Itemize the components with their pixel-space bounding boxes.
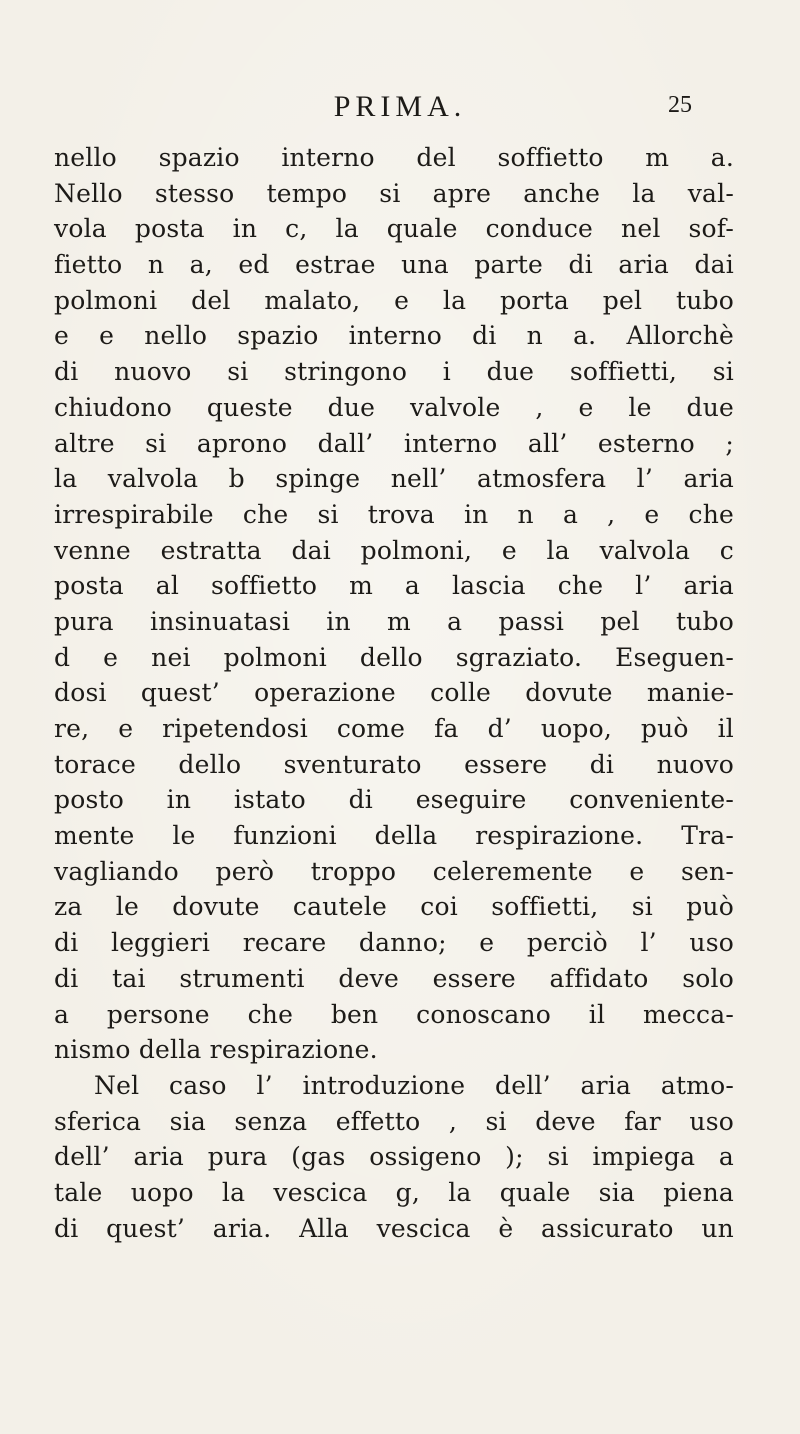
text-line: dosi quest’ operazione colle dovute manie- [54, 678, 734, 708]
text-line: fietto n a, ed estrae una parte di aria dai [54, 250, 734, 280]
text-line: mente le funzioni della respirazione. Tra- [54, 821, 734, 851]
text-line: di tai strumenti deve essere affidato solo [54, 963, 734, 993]
text-line: vagliando però troppo celeremente e sen- [54, 856, 734, 886]
text-line: di nuovo si stringono i due soffietti, si [54, 357, 734, 387]
running-title: PRIMA. [333, 90, 467, 123]
text-line: polmoni del malato, e la porta pel tubo [54, 285, 734, 315]
text-block [54, 140, 734, 1246]
text-line: re, e ripetendosi come fa d’ uopo, può il [54, 714, 734, 743]
text-line: e e nello spazio interno di n a. Allorchè [54, 321, 734, 351]
text-line: vola posta in c, la quale conduce nel sof- [54, 214, 734, 244]
text-line: pura insinuatasi in m a passi pel tubo [54, 606, 734, 636]
text-line: a persone che ben conoscano il mecca- [54, 999, 734, 1029]
text-line: posto in istato di eseguire conveniente- [54, 785, 734, 815]
text-line: za le dovute cautele coi soffietti, si può [54, 892, 734, 922]
text-line: altre si aprono dall’ interno all’ esterno ; [54, 428, 734, 458]
text-line: irrespirabile che si trova in n a , e che [54, 499, 734, 529]
text-line: posta al soffietto m a lascia che l’ aria [54, 571, 734, 601]
text-line: Nel caso l’ introduzione dell’ aria atmo- [94, 1070, 734, 1100]
text-line: nismo della respirazione. [54, 1035, 378, 1065]
text-line: dell’ aria pura (gas ossigeno ); si impiega a [54, 1142, 734, 1172]
text-line: torace dello sventurato essere di nuovo [54, 749, 734, 779]
text-line: Nello stesso tempo si apre anche la val- [54, 178, 734, 208]
text-line: tale uopo la vescica g, la quale sia piena [54, 1177, 734, 1207]
text-line: di quest’ aria. Alla vescica è assicurato un [54, 1213, 734, 1243]
text-line: sferica sia senza effetto , si deve far uso [54, 1106, 734, 1136]
text-line: chiudono queste due valvole , e le due [54, 392, 734, 422]
text-line: venne estratta dai polmoni, e la valvola c [54, 535, 734, 565]
text-line: di leggieri recare danno; e perciò l’ uso [54, 928, 734, 958]
text-line: d e nei polmoni dello sgraziato. Eseguen- [54, 642, 734, 672]
text-line: nello spazio interno del soffietto m a. [54, 143, 734, 172]
page-number: 25 [668, 92, 692, 118]
text-line: la valvola b spinge nell’ atmosfera l’ aria [54, 464, 734, 494]
